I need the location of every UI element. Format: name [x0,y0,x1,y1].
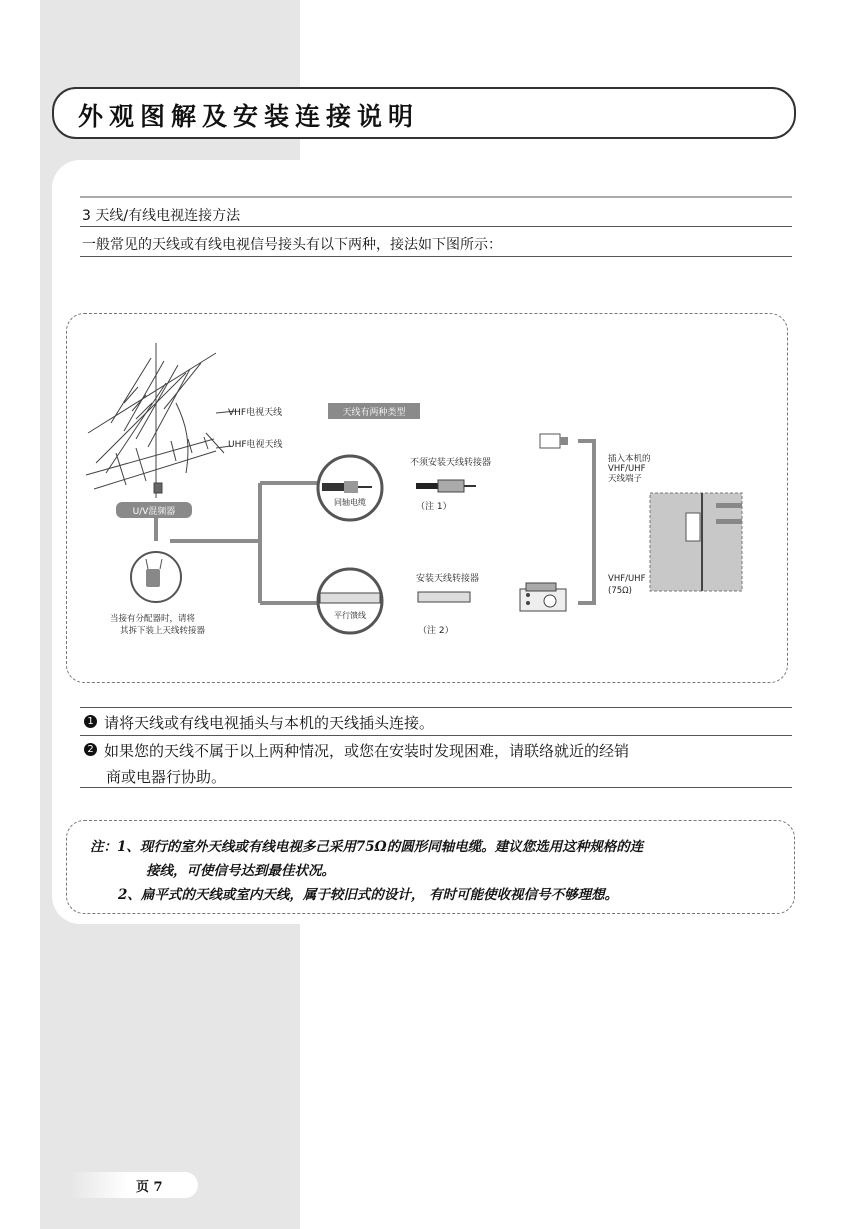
bullet-2 [84,740,629,761]
bullet-2-text-line2: 商或电器行协助。 [106,768,227,786]
bullet-1 [84,712,434,733]
page-number: 页 7 [136,1180,163,1195]
coax-cable-label: 同轴电缆 [334,498,366,507]
page-title: 外观图解及安装连接说明 [78,102,420,131]
port-label-line2: (75Ω) [608,586,632,596]
vhf-antenna-label: VHF电视天线 [228,408,283,418]
section-desc-rule [80,256,792,257]
section-title: 3 天线/有线电视连接方法 [82,208,241,224]
splitter-note-line2: 其拆下装上天线转接器 [120,626,206,636]
antenna-adapter-icon [520,583,566,611]
section-title-rule [80,226,792,227]
bullet-2-text-line1: 如果您的天线不属于以上两种情况，或您在安装时发现困难，请联络就近的经销 [104,742,630,760]
insert-label-line1: 插入本机的 [608,454,651,464]
bullet-2-number: 2 [84,743,97,756]
port-label-line1: VHF/UHF [608,574,646,584]
bullets-top-rule [80,707,792,708]
page-number-pill [70,1172,198,1198]
bullet-1-number: 1 [84,715,97,728]
section-top-rule [80,196,792,198]
uv-mixer-label: U/V混频器 [132,507,176,517]
tv-antenna-port-icon [650,493,742,591]
splitter-note-line1: 当接有分配器时，请将 [110,614,196,624]
coax-plug-icon [416,480,476,492]
f-connector-plug-icon [540,434,568,448]
note2-label: （注 2） [418,626,454,636]
bullet-divider [80,735,792,736]
note-line3: 2、扁平式的天线或室内天线，属于较旧式的设计， 有时可能使收视信号不够理想。 [118,887,619,903]
section-description: 一般常见的天线或有线电视信号接头有以下两种，接法如下图所示： [82,237,502,253]
splitter-detail-icon [131,552,181,602]
note1-label: （注 1） [416,502,452,512]
antenna-connection-diagram [66,313,788,683]
note-line2: 接线，可使信号达到最佳状况。 [146,863,335,879]
antenna-types-badge-text: 天线有两种类型 [342,408,406,418]
insert-label-line3: 天线端子 [608,474,643,484]
note-line1: 注：1、现行的室外天线或有线电视多己采用75Ω的圆形同轴电缆。建议您选用这种规格的连 [90,839,644,855]
bullet-1-text: 请将天线或有线电视插头与本机的天线插头连接。 [104,714,435,732]
insert-label-line2: VHF/UHF [608,464,646,474]
with-adapter-label: 安装天线转接器 [416,574,480,584]
coax-cable-icon [318,456,382,520]
parallel-feeder-icon [318,569,382,633]
bullet-2-continued [106,766,226,787]
uhf-antenna-label: UHF电视天线 [228,440,283,450]
bullets-bottom-rule [80,787,792,788]
feeder-wire-icon [418,592,470,602]
parallel-feeder-label: 平行馈线 [334,611,366,620]
antenna-icon [86,343,236,498]
connection-lines [156,441,594,603]
no-adapter-label: 不须安装天线转接器 [410,458,492,468]
